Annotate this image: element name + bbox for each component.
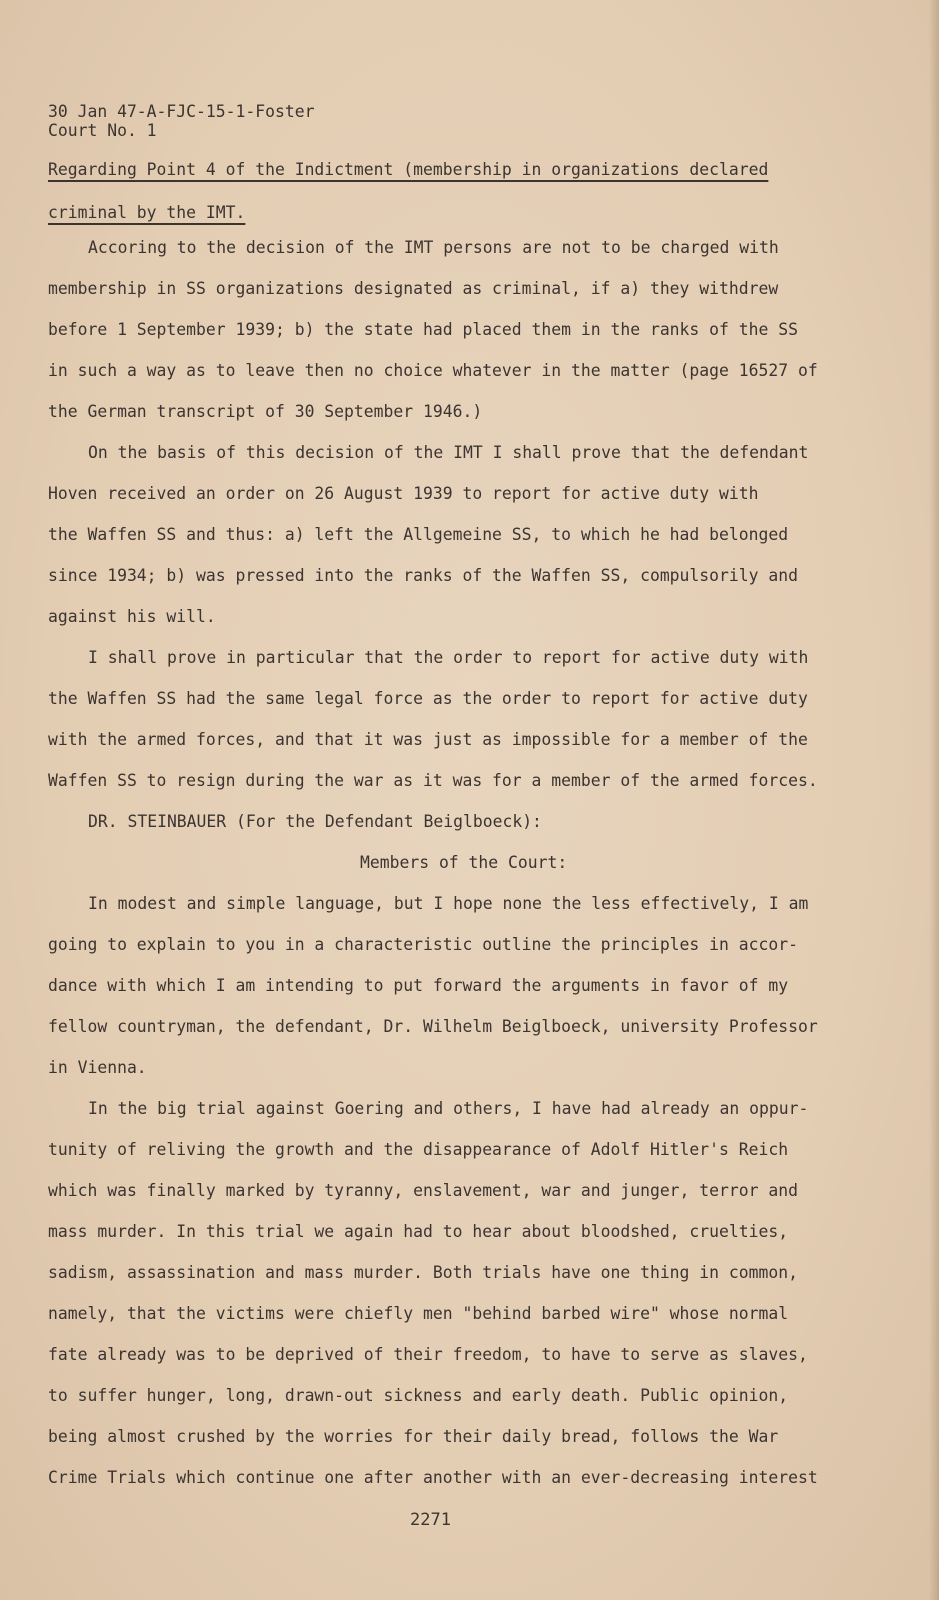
speaker-line: DR. STEINBAUER (For the Defendant Beiglboeck):: [88, 812, 542, 831]
body-line: fellow countryman, the defendant, Dr. Wilhelm Beiglboeck, university Professor: [48, 1017, 818, 1036]
body-line: fate already was to be deprived of their freedom, to have to serve as slaves,: [48, 1345, 808, 1364]
salutation: Members of the Court:: [360, 853, 568, 872]
body-line: I shall prove in particular that the order to report for active duty with: [88, 648, 809, 667]
heading-line-1: Regarding Point 4 of the Indictment (membership in organizations declared: [48, 160, 769, 179]
body-line: which was finally marked by tyranny, enslavement, war and junger, terror and: [48, 1181, 798, 1200]
body-line: Crime Trials which continue one after another with an ever-decreasing interest: [48, 1468, 818, 1487]
body-line: mass murder. In this trial we again had to hear about bloodshed, cruelties,: [48, 1222, 789, 1241]
body-line: with the armed forces, and that it was just as impossible for a member of the: [48, 730, 808, 749]
page-edge-shadow: [929, 0, 939, 1600]
header-court: Court No. 1: [48, 121, 157, 140]
heading-line-2: criminal by the IMT.: [48, 203, 246, 222]
body-line: On the basis of this decision of the IMT I shall prove that the defendant: [88, 443, 809, 462]
body-line: in such a way as to leave then no choice whatever in the matter (page 16527 of: [48, 361, 818, 380]
body-line: to suffer hunger, long, drawn-out sickness and early death. Public opinion,: [48, 1386, 789, 1405]
body-line: membership in SS organizations designated as criminal, if a) they withdrew: [48, 279, 779, 298]
body-line: In modest and simple language, but I hope none the less effectively, I am: [88, 894, 809, 913]
body-line: in Vienna.: [48, 1058, 147, 1077]
body-line: In the big trial against Goering and others, I have had already an oppur-: [88, 1099, 809, 1118]
body-line: going to explain to you in a characteristic outline the principles in accor-: [48, 935, 798, 954]
page-number: 2271: [410, 1510, 451, 1530]
body-line: dance with which I am intending to put forward the arguments in favor of my: [48, 976, 789, 995]
body-line: before 1 September 1939; b) the state had placed them in the ranks of the SS: [48, 320, 798, 339]
body-line: against his will.: [48, 607, 216, 626]
body-line: sadism, assassination and mass murder. Both trials have one thing in common,: [48, 1263, 798, 1282]
body-line: since 1934; b) was pressed into the ranks of the Waffen SS, compulsorily and: [48, 566, 798, 585]
body-line: tunity of reliving the growth and the disappearance of Adolf Hitler's Reich: [48, 1140, 789, 1159]
body-line: Accoring to the decision of the IMT persons are not to be charged with: [88, 238, 779, 257]
header-reference: 30 Jan 47-A-FJC-15-1-Foster: [48, 102, 315, 121]
body-line: Waffen SS to resign during the war as it was for a member of the armed forces.: [48, 771, 818, 790]
body-line: Hoven received an order on 26 August 1939 to report for active duty with: [48, 484, 759, 503]
body-line: being almost crushed by the worries for their daily bread, follows the War: [48, 1427, 779, 1446]
body-line: the Waffen SS had the same legal force as the order to report for active duty: [48, 689, 808, 708]
body-line: the German transcript of 30 September 1946.): [48, 402, 483, 421]
body-line: namely, that the victims were chiefly men "behind barbed wire" whose normal: [48, 1304, 789, 1323]
body-line: the Waffen SS and thus: a) left the Allgemeine SS, to which he had belonged: [48, 525, 789, 544]
